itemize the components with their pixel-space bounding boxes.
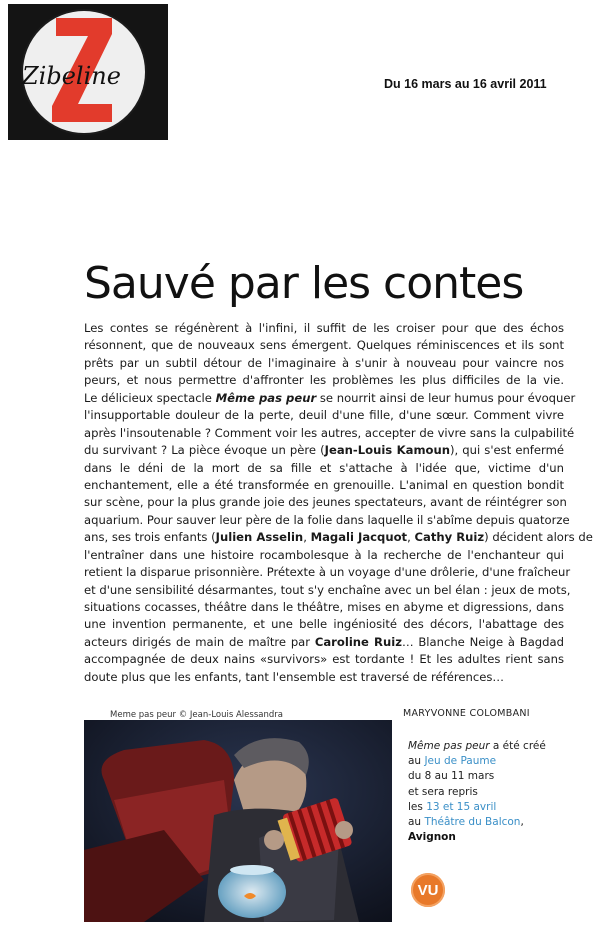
article-body	[84, 320, 593, 686]
article-line	[84, 460, 564, 477]
article-text: … Blanche Neige à Bagdad	[401, 634, 564, 649]
article-text: ,	[303, 530, 311, 545]
event-info-line-2: au Jeu de Paume	[408, 755, 497, 768]
venue-link-theatre-du-balcon: Théâtre du Balcon	[424, 816, 521, 829]
event-info	[408, 739, 578, 845]
article-emphasis: Caroline Ruiz	[314, 634, 402, 649]
article-line	[84, 425, 575, 442]
article-line	[84, 582, 571, 599]
article-line	[84, 337, 564, 354]
issue-date: Du 16 mars au 16 avril 2011	[384, 77, 547, 91]
article-line	[84, 494, 567, 511]
article-text: ,	[407, 530, 415, 545]
event-info-line-5: les 13 et 15 avril	[408, 800, 497, 813]
article-emphasis: Jean-Louis Kamoun	[324, 443, 450, 458]
article-text: du survivant ? La pièce évoque un père (	[84, 443, 325, 458]
article-text: dans le déni de la mort de sa fille et s'attache à l'idée que, victime d'un	[84, 460, 564, 475]
article-line	[84, 355, 564, 372]
article-text: ans, ses trois enfants (	[84, 530, 216, 545]
article-text: acteurs dirigés de main de maître par	[84, 634, 315, 649]
event-info-line-1: Même pas peur a été créé	[408, 740, 546, 752]
article-line	[84, 390, 576, 407]
article-text: doute plus que les enfants, tant l'ensemble est traversé de références…	[84, 669, 504, 684]
event-info-line-6: au Théâtre du Balcon,	[408, 816, 524, 829]
article-title: Sauvé par les contes	[84, 258, 524, 309]
article-author: MARYVONNE COLOMBANI	[403, 708, 530, 719]
article-text: aquarium. Pour sauver leur père de la folie dans laquelle il s'abîme depuis quatorze	[84, 512, 570, 527]
article-line	[84, 669, 564, 686]
venue-link-jeu-de-paume: Jeu de Paume	[424, 755, 497, 768]
article-text: ) décident alors de	[484, 530, 593, 545]
article-text: Les contes se régénèrent à l'infini, il suffit de les croiser pour que des échos	[84, 321, 564, 335]
article-line	[84, 320, 564, 337]
article-text: résonnent, que de nouveaux sens émergent. Quelques réminiscences et ils sont	[84, 338, 564, 353]
article-text: accompagnée de deux nains «survivors» est tordante ! Et les adultes rient sans	[84, 652, 564, 667]
article-line	[84, 442, 564, 459]
performance-photo	[84, 720, 392, 922]
article-text: retient la disparue prisonnière. Prétexte à un voyage d'une drôlerie, d'une fraîcheur	[84, 565, 571, 580]
zibeline-logo	[8, 4, 168, 140]
article-text: l'insupportable douleur de la perte, deuil d'une fille, d'une sœur. Comment vivre	[84, 408, 564, 423]
article-line	[84, 407, 564, 424]
article-emphasis: Cathy Ruiz	[414, 530, 485, 545]
article-line	[84, 616, 564, 633]
article-line	[84, 547, 564, 564]
article-text: l'entraîner dans une histoire rocambolesque à la recherche de l'enchanteur qui	[84, 547, 564, 562]
article-text: après l'insoutenable ? Comment voir les autres, accepter de vivre sans la culpabilité	[84, 425, 575, 440]
article-text: ), qui s'est enfermé	[450, 443, 564, 458]
zibeline-logo-graphic	[8, 4, 168, 140]
article-text: Le délicieux spectacle	[84, 390, 216, 405]
article-text: une invention permanente, et une belle ingéniosité des décors, l'abattage des	[84, 617, 564, 632]
logo-text: Zibeline	[22, 62, 121, 90]
article-text: peurs, et nous permettre d'affronter les problèmes les plus difficiles de la vie.	[84, 373, 564, 388]
article-emphasis: Julien Asselin	[215, 530, 304, 545]
article-text: et d'une sensibilité désarmantes, tout s'y enchaîne avec un bel élan : jeux de mots,	[84, 582, 571, 597]
event-info-line-4: et sera repris	[408, 785, 478, 798]
article-line	[84, 372, 564, 389]
article-line	[84, 564, 571, 581]
event-info-line-3: du 8 au 11 mars	[408, 770, 495, 783]
article-line	[84, 634, 564, 651]
article-text: sur scène, pour la plus grande joie des jeunes spectateurs, avant de réintégrer son	[84, 495, 567, 510]
article-text: prêts par un subtil détour de l'imaginaire à s'unir à nouveau pour vaincre nos	[84, 355, 564, 370]
article-text: se nourrit ainsi de leur humus pour évoquer	[316, 390, 576, 405]
dates-link: 13 et 15 avril	[426, 800, 497, 813]
article-line	[84, 651, 564, 668]
article-emphasis: Même pas peur	[215, 390, 317, 405]
article-text: situations cocasses, théâtre dans le théâtre, mises en abyme et digressions, dans	[84, 600, 564, 614]
photo-accordion-player-graphic	[84, 720, 392, 922]
photo-credit: Meme pas peur © Jean-Louis Alessandra	[110, 710, 283, 720]
event-info-city: Avignon	[408, 831, 456, 844]
vu-badge: VU	[411, 873, 445, 907]
article-line	[84, 599, 564, 616]
article-line	[84, 477, 564, 494]
article-line	[84, 512, 570, 529]
article-emphasis: Magali Jacquot	[310, 530, 408, 545]
article-text: enchantement, elle a été transformée en grenouille. L'animal en question bondit	[84, 477, 564, 492]
article-line	[84, 529, 593, 546]
